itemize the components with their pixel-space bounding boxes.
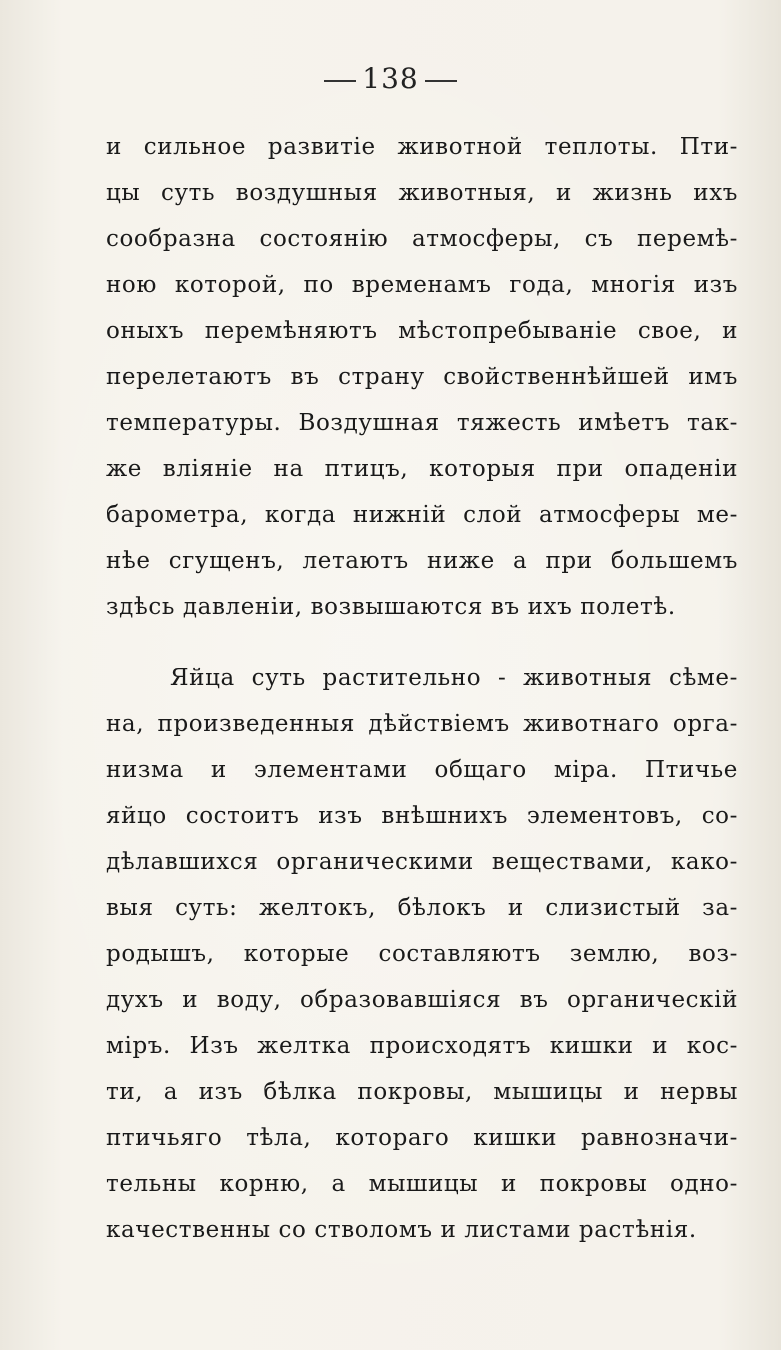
text-line: сообразна состоянію атмосферы, съ перемѣ- (106, 226, 738, 252)
page-number-header (0, 62, 781, 95)
text-line: нѣе сгущенъ, летаютъ ниже а при большемъ (106, 548, 738, 574)
text-line: на, произведенныя дѣйствіемъ животнаго орга- (106, 711, 738, 737)
text-line: міръ. Изъ желтка происходятъ кишки и кос- (106, 1033, 738, 1059)
paragraph-1 (106, 124, 738, 630)
text-line: здѣсь давленіи, возвышаются въ ихъ полетѣ. (106, 594, 676, 620)
text-line: и сильное развитіе животной теплоты. Пти- (106, 134, 738, 160)
text-line: же вліяніе на птицъ, которыя при опаденіи (106, 456, 738, 482)
left-dash (324, 80, 356, 82)
text-line: ти, а изъ бѣлка покровы, мышицы и нервы (106, 1079, 738, 1105)
text-line: перелетаютъ въ страну свойственнѣйшей имъ (106, 364, 738, 390)
right-dash (425, 80, 457, 82)
text-line: Яйца суть растительно - животныя сѣме- (170, 665, 738, 691)
text-line: барометра, когда нижній слой атмосферы ме- (106, 502, 738, 528)
text-line: родышъ, которые составляютъ землю, воз- (106, 941, 738, 967)
paragraph-2 (106, 655, 738, 1253)
text-line: яйцо состоитъ изъ внѣшнихъ элементовъ, со- (106, 803, 738, 829)
text-line: тельны корню, а мышицы и покровы одно- (106, 1171, 738, 1197)
text-line: температуры. Воздушная тяжесть имѣетъ так- (106, 410, 738, 436)
text-line: дѣлавшихся органическими веществами, како- (106, 849, 738, 875)
text-line: оныхъ перемѣняютъ мѣстопребываніе свое, и (106, 318, 738, 344)
text-line: выя суть: желтокъ, бѣлокъ и слизистый за- (106, 895, 738, 921)
text-line: птичьяго тѣла, котораго кишки равнозначи- (106, 1125, 738, 1151)
text-line: цы суть воздушныя животныя, и жизнь ихъ (106, 180, 738, 206)
text-line: духъ и воду, образовавшіяся въ органическій (106, 987, 738, 1013)
page-number: 138 (362, 62, 419, 95)
text-line: низма и элементами общаго міра. Птичье (106, 757, 738, 783)
text-line: качественны со стволомъ и листами растѣнія. (106, 1217, 697, 1243)
text-line: ною которой, по временамъ года, многія изъ (106, 272, 738, 298)
